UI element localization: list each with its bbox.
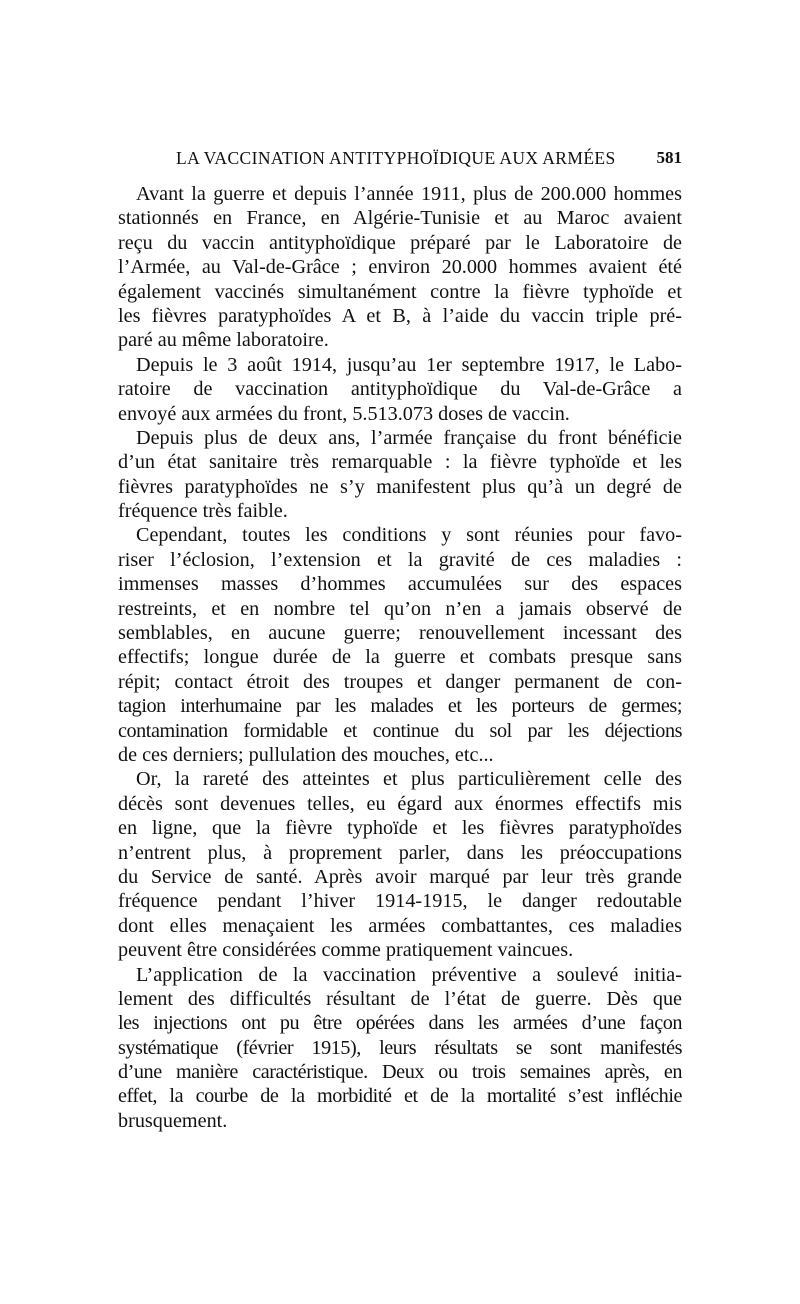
text-line: envoyé aux armées du front, 5.513.073 doses de vaccin. (118, 402, 570, 425)
paragraph-1 (118, 182, 682, 353)
text-line: également vaccinés simultanément contre la fièvre typhoïde et (118, 280, 682, 303)
page-number: 581 (656, 148, 682, 167)
text-line: Depuis le 3 août 1914, jusqu’au 1er septembre 1917, le Labo- (136, 353, 682, 376)
text-line: Cependant, toutes les conditions y sont réunies pour favo- (136, 524, 682, 547)
text-line: les fièvres paratyphoïdes A et B, à l’aide du vaccin triple pré- (118, 304, 682, 327)
text-line: Depuis plus de deux ans, l’armée française du front bénéficie (136, 426, 682, 449)
text-line: dont elles menaçaient les armées combattantes, ces maladies (118, 914, 682, 937)
text-line: les injections ont pu être opérées dans les armées d’une façon (118, 1012, 682, 1035)
text-line: Or, la rareté des atteintes et plus particulièrement celle des (136, 768, 682, 791)
text-line: stationnés en France, en Algérie-Tunisie et au Maroc avaient (118, 207, 682, 230)
paragraph-3 (118, 426, 682, 524)
text-line: de ces derniers; pullulation des mouches, etc... (118, 743, 494, 766)
text-line: d’un état sanitaire très remarquable : la fièvre typhoïde et les (118, 451, 682, 474)
text-line: riser l’éclosion, l’extension et la gravité de ces maladies : (118, 548, 682, 571)
text-line: lement des difficultés résultant de l’état de guerre. Dès que (118, 987, 682, 1010)
running-head (118, 148, 682, 172)
paragraph-4 (118, 523, 682, 767)
body-text (118, 182, 682, 1133)
text-line: L’application de la vaccination préventive a soulevé initia- (136, 963, 682, 986)
text-line: fréquence très faible. (118, 500, 288, 523)
running-title: LA VACCINATION ANTITYPHOÏDIQUE AUX ARMÉES (176, 148, 616, 168)
text-line: d’une manière caractéristique. Deux ou trois semaines après, en (118, 1061, 682, 1084)
text-line: n’entrent plus, à proprement parler, dans les préoccupations (118, 841, 682, 864)
text-line: peuvent être considérées comme pratiquement vaincues. (118, 939, 574, 962)
text-line: immenses masses d’hommes accumulées sur des espaces (118, 573, 682, 596)
text-line: fréquence pendant l’hiver 1914-1915, le danger redoutable (118, 890, 682, 913)
text-line: Avant la guerre et depuis l’année 1911, plus de 200.000 hommes (136, 183, 682, 205)
text-line: fièvres paratyphoïdes ne s’y manifestent plus qu’à un degré de (118, 475, 682, 498)
text-line: contamination formidable et continue du sol par les déjections (118, 719, 682, 742)
text-line: effectifs; longue durée de la guerre et combats presque sans (118, 646, 682, 669)
text-line: en ligne, que la fièvre typhoïde et les fièvres paratyphoïdes (118, 817, 682, 840)
text-line: tagion interhumaine par les malades et les porteurs de germes; (118, 695, 682, 718)
text-line: brusquement. (118, 1109, 228, 1132)
paragraph-5 (118, 767, 682, 962)
text-line: restreints, et en nombre tel qu’on n’en a jamais observé de (118, 597, 682, 620)
paragraph-2 (118, 353, 682, 426)
text-line: reçu du vaccin antityphoïdique préparé par le Laboratoire de (118, 231, 682, 254)
text-line: systématique (février 1915), leurs résultats se sont manifestés (118, 1036, 682, 1059)
text-line: semblables, en aucune guerre; renouvellement incessant des (118, 622, 682, 645)
text-line: décès sont devenues telles, eu égard aux énormes effectifs mis (118, 792, 682, 815)
text-line: effet, la courbe de la morbidité et de la mortalité s’est infléchie (118, 1085, 682, 1108)
text-line: répit; contact étroit des troupes et danger permanent de con- (118, 670, 682, 693)
paragraph-6 (118, 963, 682, 1134)
text-line: du Service de santé. Après avoir marqué par leur très grande (118, 865, 682, 888)
text-line: paré au même laboratoire. (118, 329, 329, 352)
text-line: l’Armée, au Val-de-Grâce ; environ 20.000 hommes avaient été (118, 256, 682, 279)
text-line: ratoire de vaccination antityphoïdique du Val-de-Grâce a (118, 378, 682, 401)
